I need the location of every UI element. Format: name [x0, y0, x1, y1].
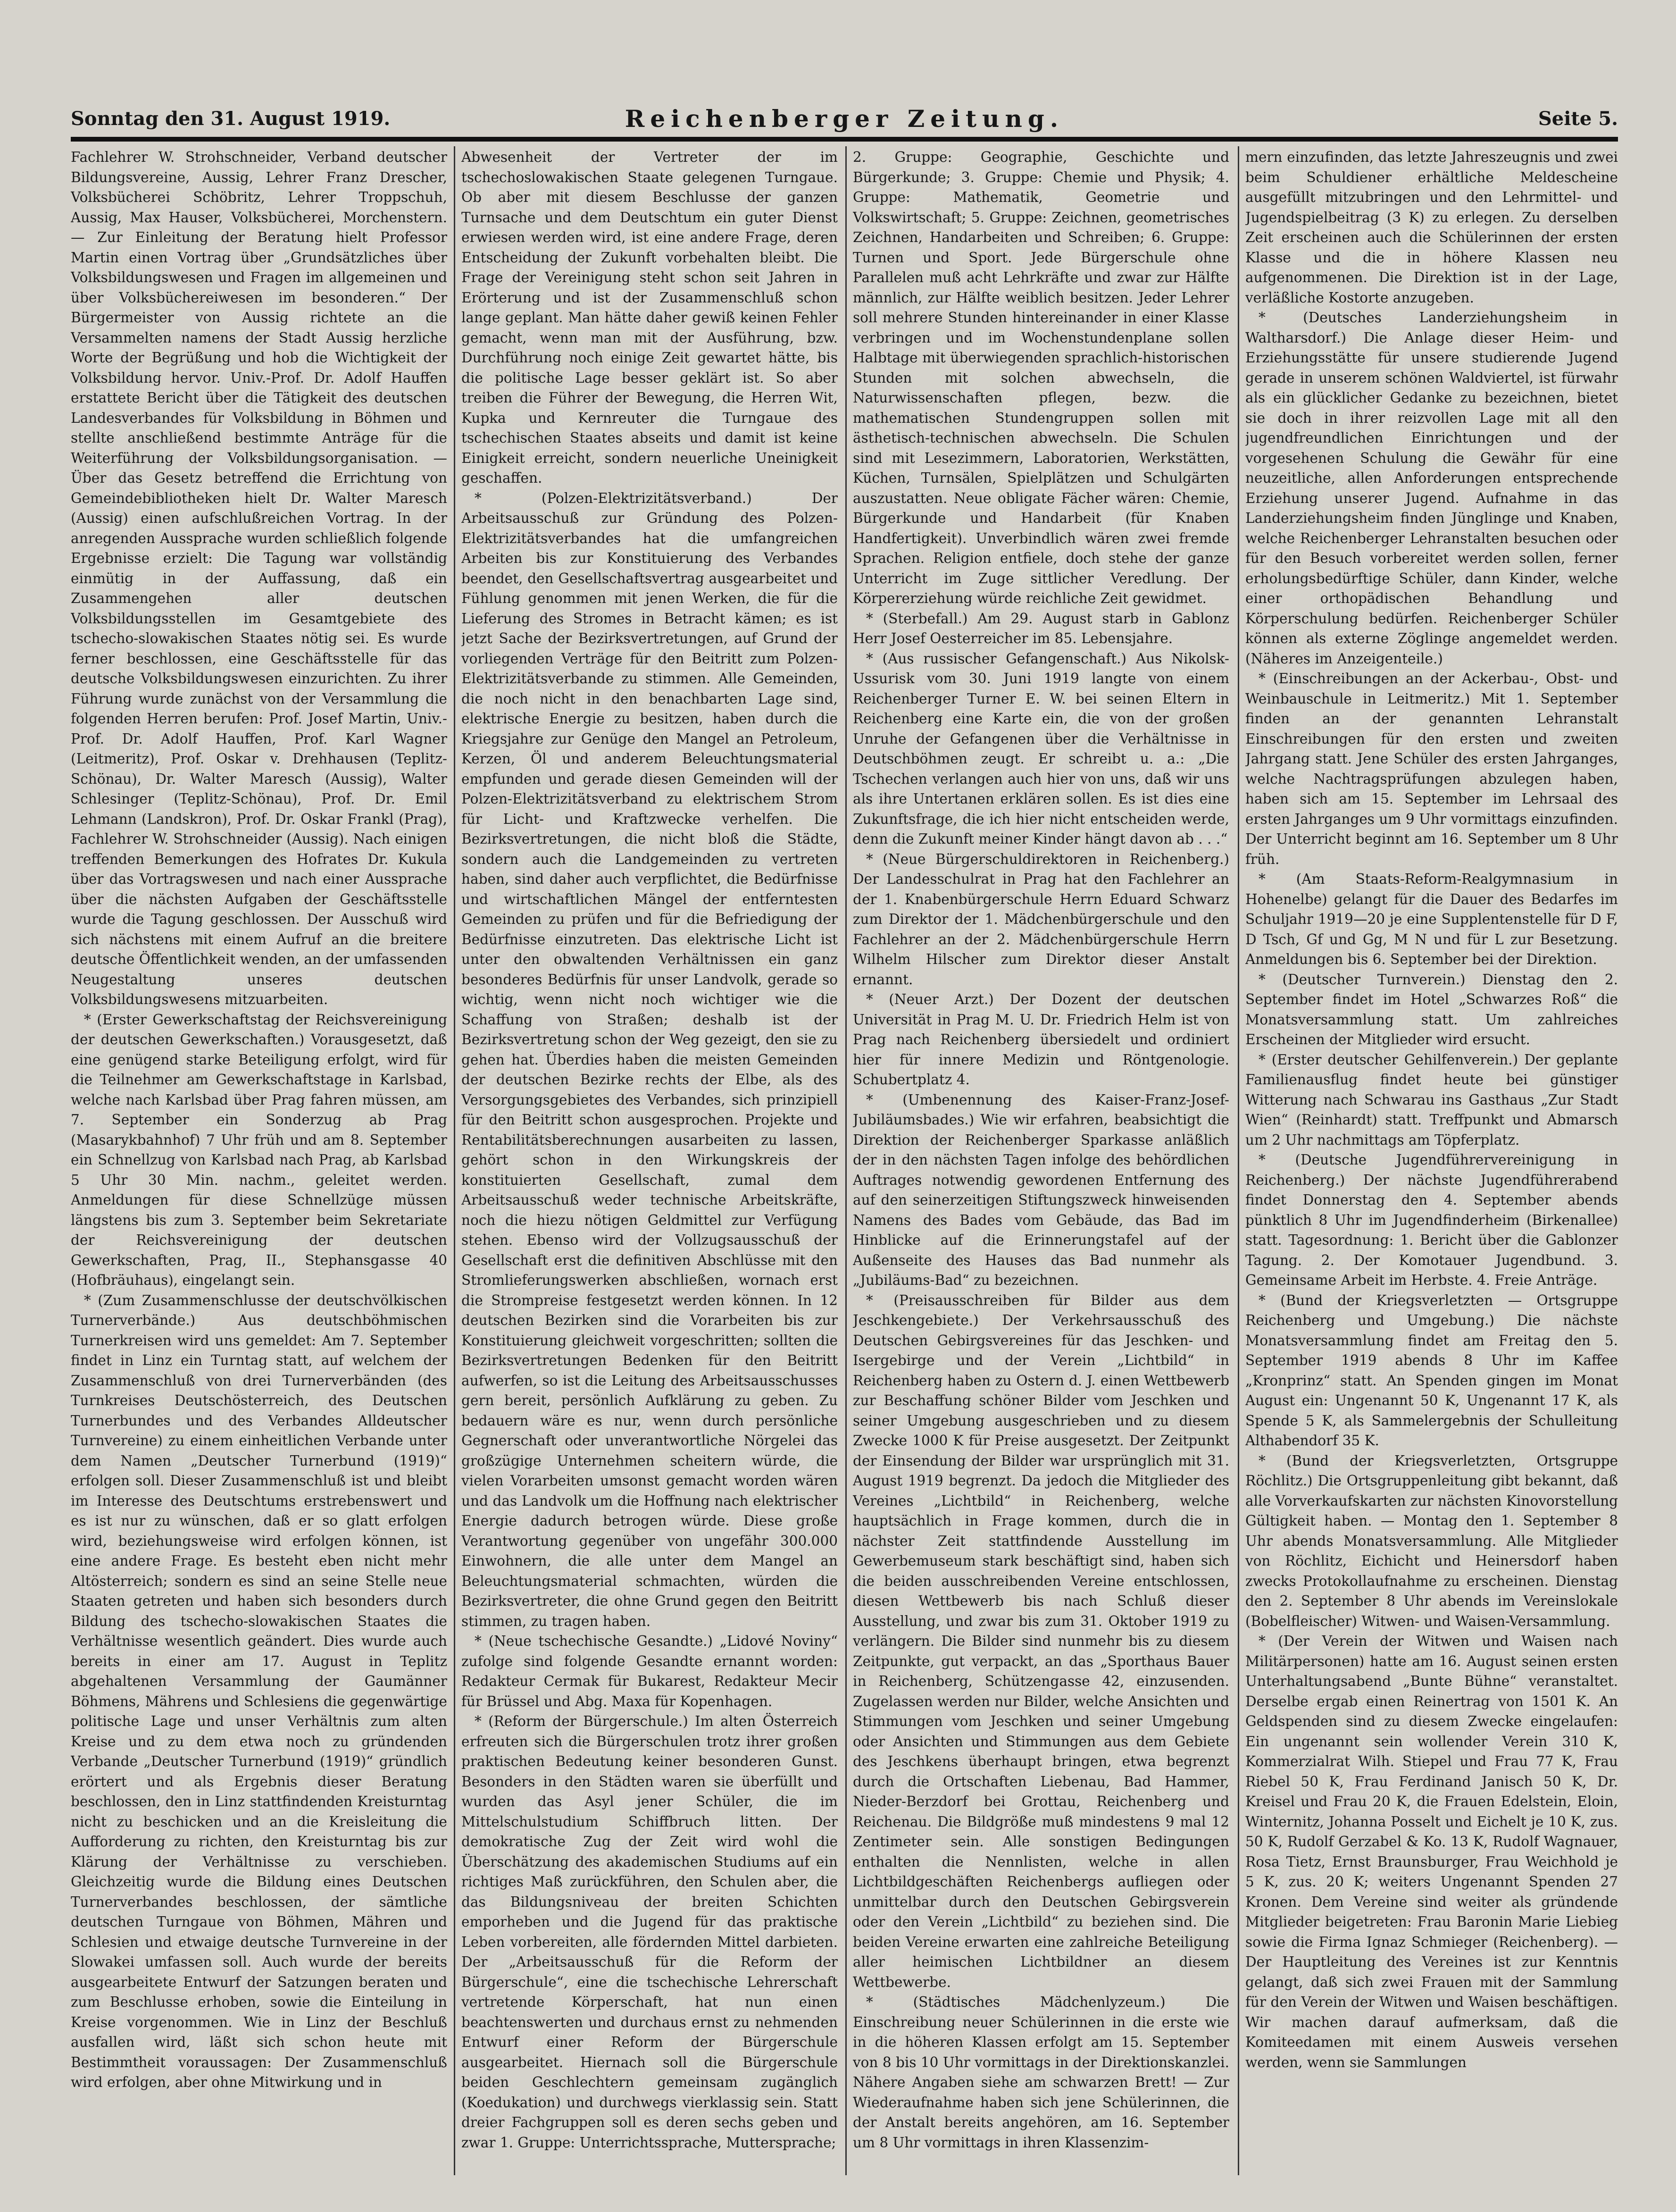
issue-date: Sonntag den 31. August 1919. [71, 108, 391, 130]
article-paragraph: * (Bund der Kriegsverletzten, Ortsgruppe Röchlitz.) Die Ortsgruppenleitung gibt bekannt, daß alle Vorverkaufskarten zur nächsten Kinovorstellung Gültigkeit haben. — Montag den 1. September 8 Uhr abends Monatsversammlung. Alle Mitglieder von Röchlitz, Eichicht und Heinersdorf haben zwecks Protokollaufnahme zu erscheinen. Dienstag den 2. September 8 Uhr abends im Vereinslokale (Bobelfleischer) Witwen- und Waisen-Versammlung. [1245, 1452, 1618, 1629]
article-paragraph: * (Bund der Kriegsverletzten — Ortsgruppe Reichenberg und Umgebung.) Die nächste Monatsversammlung findet am Freitag den 5. September 1919 abends 8 Uhr im Kaffee „Kronprinz“ statt. An Spenden gingen im Monat August ein: Ungenannt 50 K, Ungenannt 17 K, als Spende 5 K, als Sammelergebnis der Schulleitung Althabendorf 35 K. [1245, 1292, 1618, 1449]
article-paragraph: * (Neue tschechische Gesandte.) „Lidové Noviny“ zufolge sind folgende Gesandte ernannt worden: Redakteur Cermak für Bukarest, Redakteur Mecir für Brüssel und Abg. Maxa für Kopenhagen. [461, 1633, 838, 1709]
page-header [71, 105, 1618, 135]
masthead-title: Reichenberger Zeitung. [625, 105, 1064, 133]
article-paragraph: 2. Gruppe: Geographie, Geschichte und Bürgerkunde; 3. Gruppe: Chemie und Physik; 4. Gruppe: Mathematik, Geometrie und Volkswirtschaft; 5. Gruppe: Zeichnen, geometrisches Zeichnen, Handarbeiten und Schreiben; 6. Gruppe: Turnen und Sport. Jede Bürgerschule ohne Parallelen muß acht Lehrkräfte und zwar zur Hälfte männlich, zur Hälfte weiblich besitzen. Jeder Lehrer soll mehrere Stunden hintereinander in einer Klasse verbringen und im Wochenstundenplane sollen Halbtage mit überwiegenden sprachlich-historischen Stunden mit solchen abwechseln, die Naturwissenschaften pflegen, bezw. die mathematischen Stundengruppen sollen mit ästhetisch-technischen abwechseln. Die Schulen sind mit Lesezimmern, Laboratorien, Werkstätten, Küchen, Turnsälen, Spielplätzen und Schulgärten auszustatten. Neue obligate Fächer wären: Chemie, Bürgerkunde und Handarbeit (für Knaben Handfertigkeit). Unverbindlich wären zwei fremde Sprachen. Religion entfiele, doch stehe der ganze Unterricht im Zuge sittlicher Veredlung. Der Körpererziehung würde reichliche Zeit gewidmet. [853, 149, 1229, 606]
text-column-1 [71, 147, 447, 2176]
article-paragraph: * (Polzen-Elektrizitätsverband.) Der Arbeitsausschuß zur Gründung des Polzen-Elektrizitätsverbandes hat die umfangreichen Arbeiten bis zur Konstituierung des Verbandes beendet, den Gesellschaftsvertrag ausgearbeitet und Fühlung genommen mit jenen Werken, die für die Lieferung des Stromes in Betracht kämen; es ist jetzt Sache der Bezirksvertretungen, auf Grund der vorliegenden Verträge für den Beitritt zum Polzen-Elektrizitätsverbande zu stimmen. Alle Gemeinden, die noch nicht in den benachbarten Lage sind, elektrische Energie zu besitzen, haben durch die Kriegsjahre zur Genüge den Mangel an Petroleum, Kerzen, Öl und anderem Beleuchtungsmaterial empfunden und gerade diesen Gemeinden will der Polzen-Elektrizitätsverband zu elektrischem Strom für Licht- und Kraftzwecke verhelfen. Die Bezirksvertretungen, die nicht bloß die Städte, sondern auch die Landgemeinden zu vertreten haben, sind daher auch verpflichtet, die Bedürfnisse und wirtschaftlichen Mängel der entferntesten Gemeinden zu prüfen und für die Befriedigung der Bedürfnisse einzutreten. Das elektrische Licht ist unter den obwaltenden Verhältnissen ein ganz besonderes Bedürfnis für unser Landvolk, gerade so wichtig, wenn nicht noch wichtiger wie die Schaffung von Straßen; deshalb ist der Bezirksvertretung schon der Weg gezeigt, den sie zu gehen hat. Überdies haben die meisten Gemeinden der deutschen Bezirke rechts der Elbe, als des Versorgungsgebietes des Verbandes, sich prinzipiell für den Beitritt schon ausgesprochen. Projekte und Rentabilitätsberechnungen ausarbeiten zu lassen, gehört schon in den Wirkungskreis der konstituierten Gesellschaft, zumal dem Arbeitsausschuß weder technische Arbeitskräfte, noch die hiezu nötigen Geldmittel zur Verfügung stehen. Ebenso wird der Vollzugsausschuß der Gesellschaft erst die definitiven Abschlüsse mit den Stromlieferungswerken abschließen, wornach erst die Strompreise festgesetzt werden können. In 12 deutschen Bezirken sind die Vorarbeiten bis zur Konstituierung gleichweit vorgeschritten; sollten die Bezirksvertretungen Bedenken für den Beitritt aufwerfen, so ist die Leitung des Arbeitsausschusses gern bereit, persönlich Aufklärung zu geben. Zu bedauern wäre es nur, wenn durch persönliche Gegnerschaft oder unverantwortliche Nörgelei das großzügige Unternehmen scheitern würde, die vielen Vorarbeiten umsonst gemacht worden wären und das Landvolk um die Hoffnung nach elektrischer Energie dadurch betrogen würde. Diese große Verantwortung gegenüber von ungefähr 300.000 Einwohnern, die alle unter dem Mangel an Beleuchtungsmaterial schmachten, würden die Bezirksvertreter, die ohne Grund gegen den Beitritt stimmen, zu tragen haben. [461, 490, 838, 1629]
article-paragraph: * (Am Staats-Reform-Realgymnasium in Hohenelbe) gelangt für die Dauer des Bedarfes im Schuljahr 1919—20 je eine Supplentenstelle für D F, D Tsch, Gf und Gg, M N und für L zur Besetzung. Anmeldungen bis 6. September bei der Direktion. [1245, 871, 1618, 967]
article-paragraph: mern einzufinden, das letzte Jahreszeugnis und zwei beim Schuldiener erhältliche Meldescheine ausgefüllt mitzubringen und den Lehrmittel- und Jugendspielbeitrag (3 K) zu erlegen. Zu derselben Zeit erscheinen auch die Schülerinnen der ersten Klasse und die in höhere Klassen neu aufgenommenen. Die Direktion ist in der Lage, verläßliche Kostorte anzugeben. [1245, 149, 1618, 306]
article-paragraph: * (Deutsche Jugendführervereinigung in Reichenberg.) Der nächste Jugendführerabend findet Donnerstag den 4. September abends pünktlich 8 Uhr im Jugendfinderheim (Birkenallee) statt. Tagesordnung: 1. Bericht über die Gablonzer Tagung. 2. Der Komotauer Jugendbund. 3. Gemeinsame Arbeit im Herbste. 4. Freie Anträge. [1245, 1152, 1618, 1288]
article-paragraph: Fachlehrer W. Strohschneider, Verband deutscher Bildungsvereine, Aussig, Lehrer Franz Drescher, Volksbücherei Schöbritz, Lehrer Troppschuh, Aussig, Max Hauser, Volksbücherei, Morchenstern. — Zur Einleitung der Beratung hielt Professor Martin einen Vortrag über „Grundsätzliches über Volksbildungswesen und Fragen im allgemeinen und über Volksbüchereiwesen im besonderen.“ Der Bürgermeister von Aussig richtete an die Versammelten namens der Stadt Aussig herzliche Worte der Begrüßung und hob die Wichtigkeit der Volksbildung hervor. Univ.-Prof. Dr. Adolf Hauffen erstattete Bericht über die Tätigkeit des deutschen Landesverbandes für Volksbildung in Böhmen und stellte anschließend bestimmte Anträge für die Weiterführung der Volksbildungsorganisation. — Über das Gesetz betreffend die Errichtung von Gemeindebibliotheken hielt Dr. Walter Maresch (Aussig) einen aufschlußreichen Vortrag. In der anregenden Aussprache wurden schließlich folgende Ergebnisse erzielt: Die Tagung war vollständig einmütig in der Auffassung, daß ein Zusammengehen aller deutschen Volksbildungsstellen im Gesamtgebiete des tschecho-slowakischen Staates nötig sei. Es wurde ferner beschlossen, eine Geschäftsstelle für das deutsche Volksbildungswesen einzurichten. Zu ihrer Führung wurde zunächst von der Versammlung die folgenden Herren berufen: Prof. Josef Martin, Univ.-Prof. Dr. Adolf Hauffen, Prof. Karl Wagner (Leitmeritz), Prof. Oskar v. Drehhausen (Teplitz-Schönau), Dr. Walter Maresch (Aussig), Walter Schlesinger (Teplitz-Schönau), Prof. Dr. Emil Lehmann (Landskron), Prof. Dr. Oskar Frankl (Prag), Fachlehrer W. Strohschneider (Aussig). Nach einigen treffenden Bemerkungen des Hofrates Dr. Kukula über das Vortragswesen und nach einer Aussprache über die nächsten Aufgaben der Geschäftsstelle wurde die Tagung geschlossen. Der Ausschuß wird sich nächstens mit einem Aufruf an die breitere deutsche Öffentlichkeit wenden, an der umfassenden Neugestaltung unseres deutschen Volksbildungswesens mitzuarbeiten. [71, 149, 447, 1007]
header-rule [71, 137, 1618, 142]
article-paragraph: Abwesenheit der Vertreter der im tschechoslowakischen Staate gelegenen Turngaue. Ob aber mit diesem Beschlusse der ganzen Turnsache und dem Deutschtum ein guter Dienst erwiesen werden wird, ist eine andere Frage, deren Entscheidung der Zukunft vorbehalten bleibt. Die Frage der Vereinigung steht schon seit Jahren in Erörterung und ist der Zusammenschluß schon lange geplant. Man hätte daher gewiß keinen Fehler gemacht, wenn man mit der Ausführung, bzw. Durchführung noch einige Zeit gewartet hätte, bis die politische Lage besser geklärt ist. So aber treiben die Führer der Bewegung, die Herren Wit, Kupka und Kernreuter die Turngaue des tschechischen Staates abseits und damit ist keine Einigkeit erreicht, sondern neuerliche Uneinigkeit geschaffen. [461, 149, 838, 486]
article-paragraph: * (Aus russischer Gefangenschaft.) Aus Nikolsk-Ussurisk vom 30. Juni 1919 langte von einem Reichenberger Turner E. W. bei seinen Eltern in Reichenberg eine Karte ein, die von der großen Unruhe der Gefangenen über die Verhältnisse in Deutschböhmen zeugt. Er schreibt u. a.: „Die Tschechen verlangen auch hier von uns, daß wir uns als ihre Untertanen erklären sollen. Es ist dies eine Zukunftsfrage, die ich hier nicht entscheiden werde, denn die Zukunft meiner Kinder hängt davon ab . . .“ [853, 650, 1229, 847]
article-paragraph: * (Neue Bürgerschuldirektoren in Reichenberg.) Der Landesschulrat in Prag hat den Fachlehrer an der 1. Knabenbürgerschule Herrn Eduard Schwarz zum Direktor der 1. Mädchenbürgerschule und den Fachlehrer an der 2. Mädchenbürgerschule Herrn Wilhelm Hilscher zum Direktor dieser Anstalt ernannt. [853, 851, 1229, 988]
article-paragraph: * (Deutsches Landerziehungsheim in Waltharsdorf.) Die Anlage dieser Heim- und Erziehungsstätte für unsere studierende Jugend gerade in unserem schönen Waldviertel, ist fürwahr als ein glücklicher Gedanke zu bezeichnen, bietet sie doch in ihrer reizvollen Lage mit all den jugendfreundlichen Einrichtungen und der vorgesehenen Schulung die Gewähr für eine neuzeitliche, allen Anforderungen entsprechende Erziehung unserer Jugend. Aufnahme in das Landerziehungsheim finden Jünglinge und Knaben, welche Reichenberger Lehranstalten besuchen oder für den Besuch vorbereitet werden sollen, ferner erholungsbedürftige Schüler, dann Kinder, welche einer orthopädischen Behandlung und Körperschulung bedürfen. Reichenberger Schüler können als externe Zöglinge angemeldet werden. (Näheres im Anzeigenteile.) [1245, 310, 1618, 667]
article-paragraph: * (Reform der Bürgerschule.) Im alten Österreich erfreuten sich die Bürgerschulen trotz ihrer großen praktischen Bedeutung keiner besonderen Gunst. Besonders in den Städten waren sie überfüllt und wurden das Asyl jener Schüler, die im Mittelschulstudium Schiffbruch litten. Der demokratische Zug der Zeit wird wohl die Überschätzung des akademischen Studiums auf ein richtiges Maß zurückführen, den Schulen aber, die das Bildungsniveau der breiten Schichten emporheben und die Jugend für das praktische Leben vorbereiten, alle fördernden Mittel darbieten. Der „Arbeitsausschuß für die Reform der Bürgerschule“, eine die tschechische Lehrerschaft vertretende Körperschaft, hat nun einen beachtenswerten und durchaus ernst zu nehmenden Entwurf einer Reform der Bürgerschule ausgearbeitet. Hiernach soll die Bürgerschule beiden Geschlechtern gemeinsam zugänglich (Koedukation) und durchwegs vierklassig sein. Statt dreier Fachgruppen soll es deren sechs geben und zwar 1. Gruppe: Unterrichtssprache, Muttersprache; [461, 1713, 838, 2151]
article-paragraph: * (Preisausschreiben für Bilder aus dem Jeschkengebiete.) Der Verkehrsausschuß des Deutschen Gebirgsvereines für das Jeschken- und Isergebirge und der Verein „Lichtbild“ in Reichenberg haben zu Ostern d. J. einen Wettbewerb zur Beschaffung schöner Bilder vom Jeschken und seiner Umgebung ausgeschrieben und zu diesem Zwecke 1000 K für Preise ausgesetzt. Der Zeitpunkt der Einsendung der Bilder war ursprünglich mit 31. August 1919 begrenzt. Da jedoch die Mitglieder des Vereines „Lichtbild“ in Reichenberg, welche hauptsächlich in Frage kommen, durch die in nächster Zeit stattfindende Ausstellung im Gewerbemuseum stark beschäftigt sind, haben sich die beiden ausschreibenden Vereine entschlossen, diesen Wettbewerb bis nach Schluß dieser Ausstellung, und zwar bis zum 31. Oktober 1919 zu verlängern. Die Bilder sind nunmehr bis zu diesem Zeitpunkte, gut verpackt, an das „Sporthaus Bauer in Reichenberg, Schützengasse 42, einzusenden. Zugelassen werden nur Bilder, welche Ansichten und Stimmungen vom Jeschken und seiner Umgebung oder Ansichten und Stimmungen aus dem Gebiete des Jeschkens überhaupt bringen, etwa begrenzt durch die Ortschaften Liebenau, Bad Hammer, Nieder-Berzdorf bei Grottau, Reichenberg und Reichenau. Die Bildgröße muß mindestens 9 mal 12 Zentimeter sein. Alle sonstigen Bedingungen enthalten die Nennlisten, welche in allen Lichtbildgeschäften Reichenbergs aufliegen oder unmittelbar durch den Deutschen Gebirgsverein oder den Verein „Lichtbild“ zu beziehen sind. Die beiden Vereine erwarten eine zahlreiche Beteiligung aller heimischen Lichtbildner an diesem Wettbewerbe. [853, 1292, 1229, 1990]
article-paragraph: * (Neuer Arzt.) Der Dozent der deutschen Universität in Prag M. U. Dr. Friedrich Helm ist von Prag nach Reichenberg übersiedelt und ordiniert hier für innere Medizin und Röntgenologie. Schubertplatz 4. [853, 991, 1229, 1088]
article-paragraph: * (Erster Gewerkschaftstag der Reichsvereinigung der deutschen Gewerkschaften.) Vorausgesetzt, daß eine genügend starke Beteiligung erfolgt, wird für die Teilnehmer am Gewerkschaftstage in Karlsbad, welche nach Karlsbad über Prag fahren müssen, am 7. September ein Sonderzug ab Prag (Masarykbahnhof) 7 Uhr früh und am 8. September ein Schnellzug von Karlsbad nach Prag, ab Karlsbad 5 Uhr 30 Min. nachm., geleitet werden. Anmeldungen für diese Schnellzüge müssen längstens bis zum 3. September beim Sekretariate der Reichsvereinigung der deutschen Gewerkschaften, Prag, II., Stephansgasse 40 (Hofbräuhaus), eingelangt sein. [71, 1011, 447, 1288]
article-paragraph: * (Erster deutscher Gehilfenverein.) Der geplante Familienausflug findet heute bei günstiger Witterung nach Schwarau ins Gasthaus „Zur Stadt Wien“ (Reinhardt) statt. Treffpunkt und Abmarsch um 2 Uhr nachmittags am Töpferplatz. [1245, 1051, 1618, 1148]
column-divider [454, 146, 455, 2175]
article-paragraph: * (Deutscher Turnverein.) Dienstag den 2. September findet im Hotel „Schwarzes Roß“ die Monatsversammlung statt. Um zahlreiches Erscheinen der Mitglieder wird ersucht. [1245, 971, 1618, 1047]
article-paragraph: * (Zum Zusammenschlusse der deutschvölkischen Turnerverbände.) Aus deutschböhmischen Turnerkreisen wird uns gemeldet: Am 7. September findet in Linz ein Turntag statt, auf welchem der Zusammenschluß von drei Turnerverbänden (des Turnkreises Deutschösterreich, des Deutschen Turnerbundes und des Verbandes Alldeutscher Turnvereine) zu einem einheitlichen Verbande unter dem Namen „Deutscher Turnerbund (1919)“ erfolgen soll. Dieser Zusammenschluß ist und bleibt im Interesse des Deutschtums erstrebenswert und es ist nur zu wünschen, daß er so glatt erfolgen wird, beziehungsweise wird erfolgen können, ist eine andere Frage. Es besteht eben nicht mehr Altösterreich; sondern es sind an seine Stelle neue Staaten getreten und haben sich besonders durch Bildung des tschecho-slowakischen Staates die Verhältnisse wesentlich geändert. Dies wurde auch bereits in einer am 17. August in Teplitz abgehaltenen Versammlung der Gaumänner Böhmens, Mährens und Schlesiens die gegenwärtige politische Lage und unser Verhältnis zum alten Kreise und zu dem etwa noch zu gründenden Verbande „Deutscher Turnerbund (1919)“ gründlich erörtert und als Ergebnis dieser Beratung beschlossen, den in Linz stattfindenden Kreisturntag nicht zu beschicken und an die Kreisleitung die Aufforderung zu richten, den Kreisturntag bis zur Klärung der Verhältnisse zu verschieben. Gleichzeitig wurde die Bildung eines Deutschen Turnerverbandes beschlossen, der sämtliche deutschen Turngaue von Böhmen, Mähren und Schlesien und etwaige deutsche Turnvereine in der Slowakei umfassen soll. Auch wurde der bereits ausgearbeitete Entwurf der Satzungen beraten und zum Beschlusse erhoben, sowie die Einteilung in Kreise vorgenommen. Wie in Linz der Beschluß ausfallen wird, läßt sich schon heute mit Bestimmtheit voraussagen: Der Zusammenschluß wird erfolgen, aber ohne Mitwirkung und in [71, 1292, 447, 2090]
column-divider [845, 146, 847, 2175]
text-column-2 [461, 147, 838, 2176]
text-column-4 [1245, 147, 1618, 2176]
article-paragraph: * (Städtisches Mädchenlyzeum.) Die Einschreibung neuer Schülerinnen in die erste wie in die höheren Klassen erfolgt am 15. September von 8 bis 10 Uhr vormittags in der Direktionskanzlei. Nähere Angaben siehe am schwarzen Brett! — Zur Wiederaufnahme haben sich jene Schülerinnen, die der Anstalt bereits angehören, am 16. September um 8 Uhr vormittags in ihren Klassenzim- [853, 1994, 1229, 2151]
page-number: Seite 5. [1538, 108, 1618, 130]
article-paragraph: * (Der Verein der Witwen und Waisen nach Militärpersonen) hatte am 16. August seinen ersten Unterhaltungsabend „Bunte Bühne“ veranstaltet. Derselbe ergab einen Reinertrag von 1501 K. An Geldspenden sind zu diesem Zwecke eingelaufen: Ein ungenannt sein wollender Verein 310 K, Kommerzialrat Wilh. Stiepel und Frau 77 K, Frau Riebel 50 K, Frau Ferdinand Janisch 50 K, Dr. Kreisel und Frau 20 K, die Frauen Edelstein, Eloin, Winternitz, Johanna Posselt und Eichelt je 10 K, zus. 50 K, Rudolf Gerzabel & Ko. 13 K, Rudolf Wagnauer, Rosa Tietz, Ernst Braunsburger, Frau Weichhold je 5 K, zus. 20 K; weiters Ungenannt Spenden 27 Kronen. Dem Vereine sind weiter als gründende Mitglieder beigetreten: Frau Baronin Marie Liebieg sowie die Firma Ignaz Schmieger (Reichenberg). — Der Hauptleitung des Vereines ist zur Kenntnis gelangt, daß sich zwei Frauen mit der Sammlung für den Verein der Witwen und Waisen beschäftigen. Wir machen darauf aufmerksam, daß die Komiteedamen mit einem Ausweis versehen werden, wenn sie Sammlungen [1245, 1633, 1618, 2070]
article-paragraph: * (Einschreibungen an der Ackerbau-, Obst- und Weinbauschule in Leitmeritz.) Mit 1. September finden an der genannten Lehranstalt Einschreibungen für den ersten und zweiten Jahrgang statt. Jene Schüler des ersten Jahrganges, welche Nachtragsprüfungen abzulegen haben, haben sich am 15. September im Lehrsaal des ersten Jahrganges um 9 Uhr vormittags einzufinden. Der Unterricht beginnt am 16. September um 8 Uhr früh. [1245, 670, 1618, 867]
column-divider [1238, 146, 1239, 2175]
text-column-3 [853, 147, 1229, 2176]
article-paragraph: * (Sterbefall.) Am 29. August starb in Gablonz Herr Josef Oesterreicher im 85. Lebensjahre. [853, 610, 1229, 646]
article-paragraph: * (Umbenennung des Kaiser-Franz-Josef-Jubiläumsbades.) Wie wir erfahren, beabsichtigt die Direktion der Reichenberger Sparkasse anläßlich der in den nächsten Tagen infolge des behördlichen Auftrages notwendig gewordenen Entfernung des auf den seinerzeitigen Stiftungszweck hinweisenden Namens des Bades vom Gebäude, das Bad im Hinblicke auf die Erinnerungstafel auf der Außenseite des Hauses das Bad nunmehr als „Jubiläums-Bad“ zu bezeichnen. [853, 1091, 1229, 1288]
